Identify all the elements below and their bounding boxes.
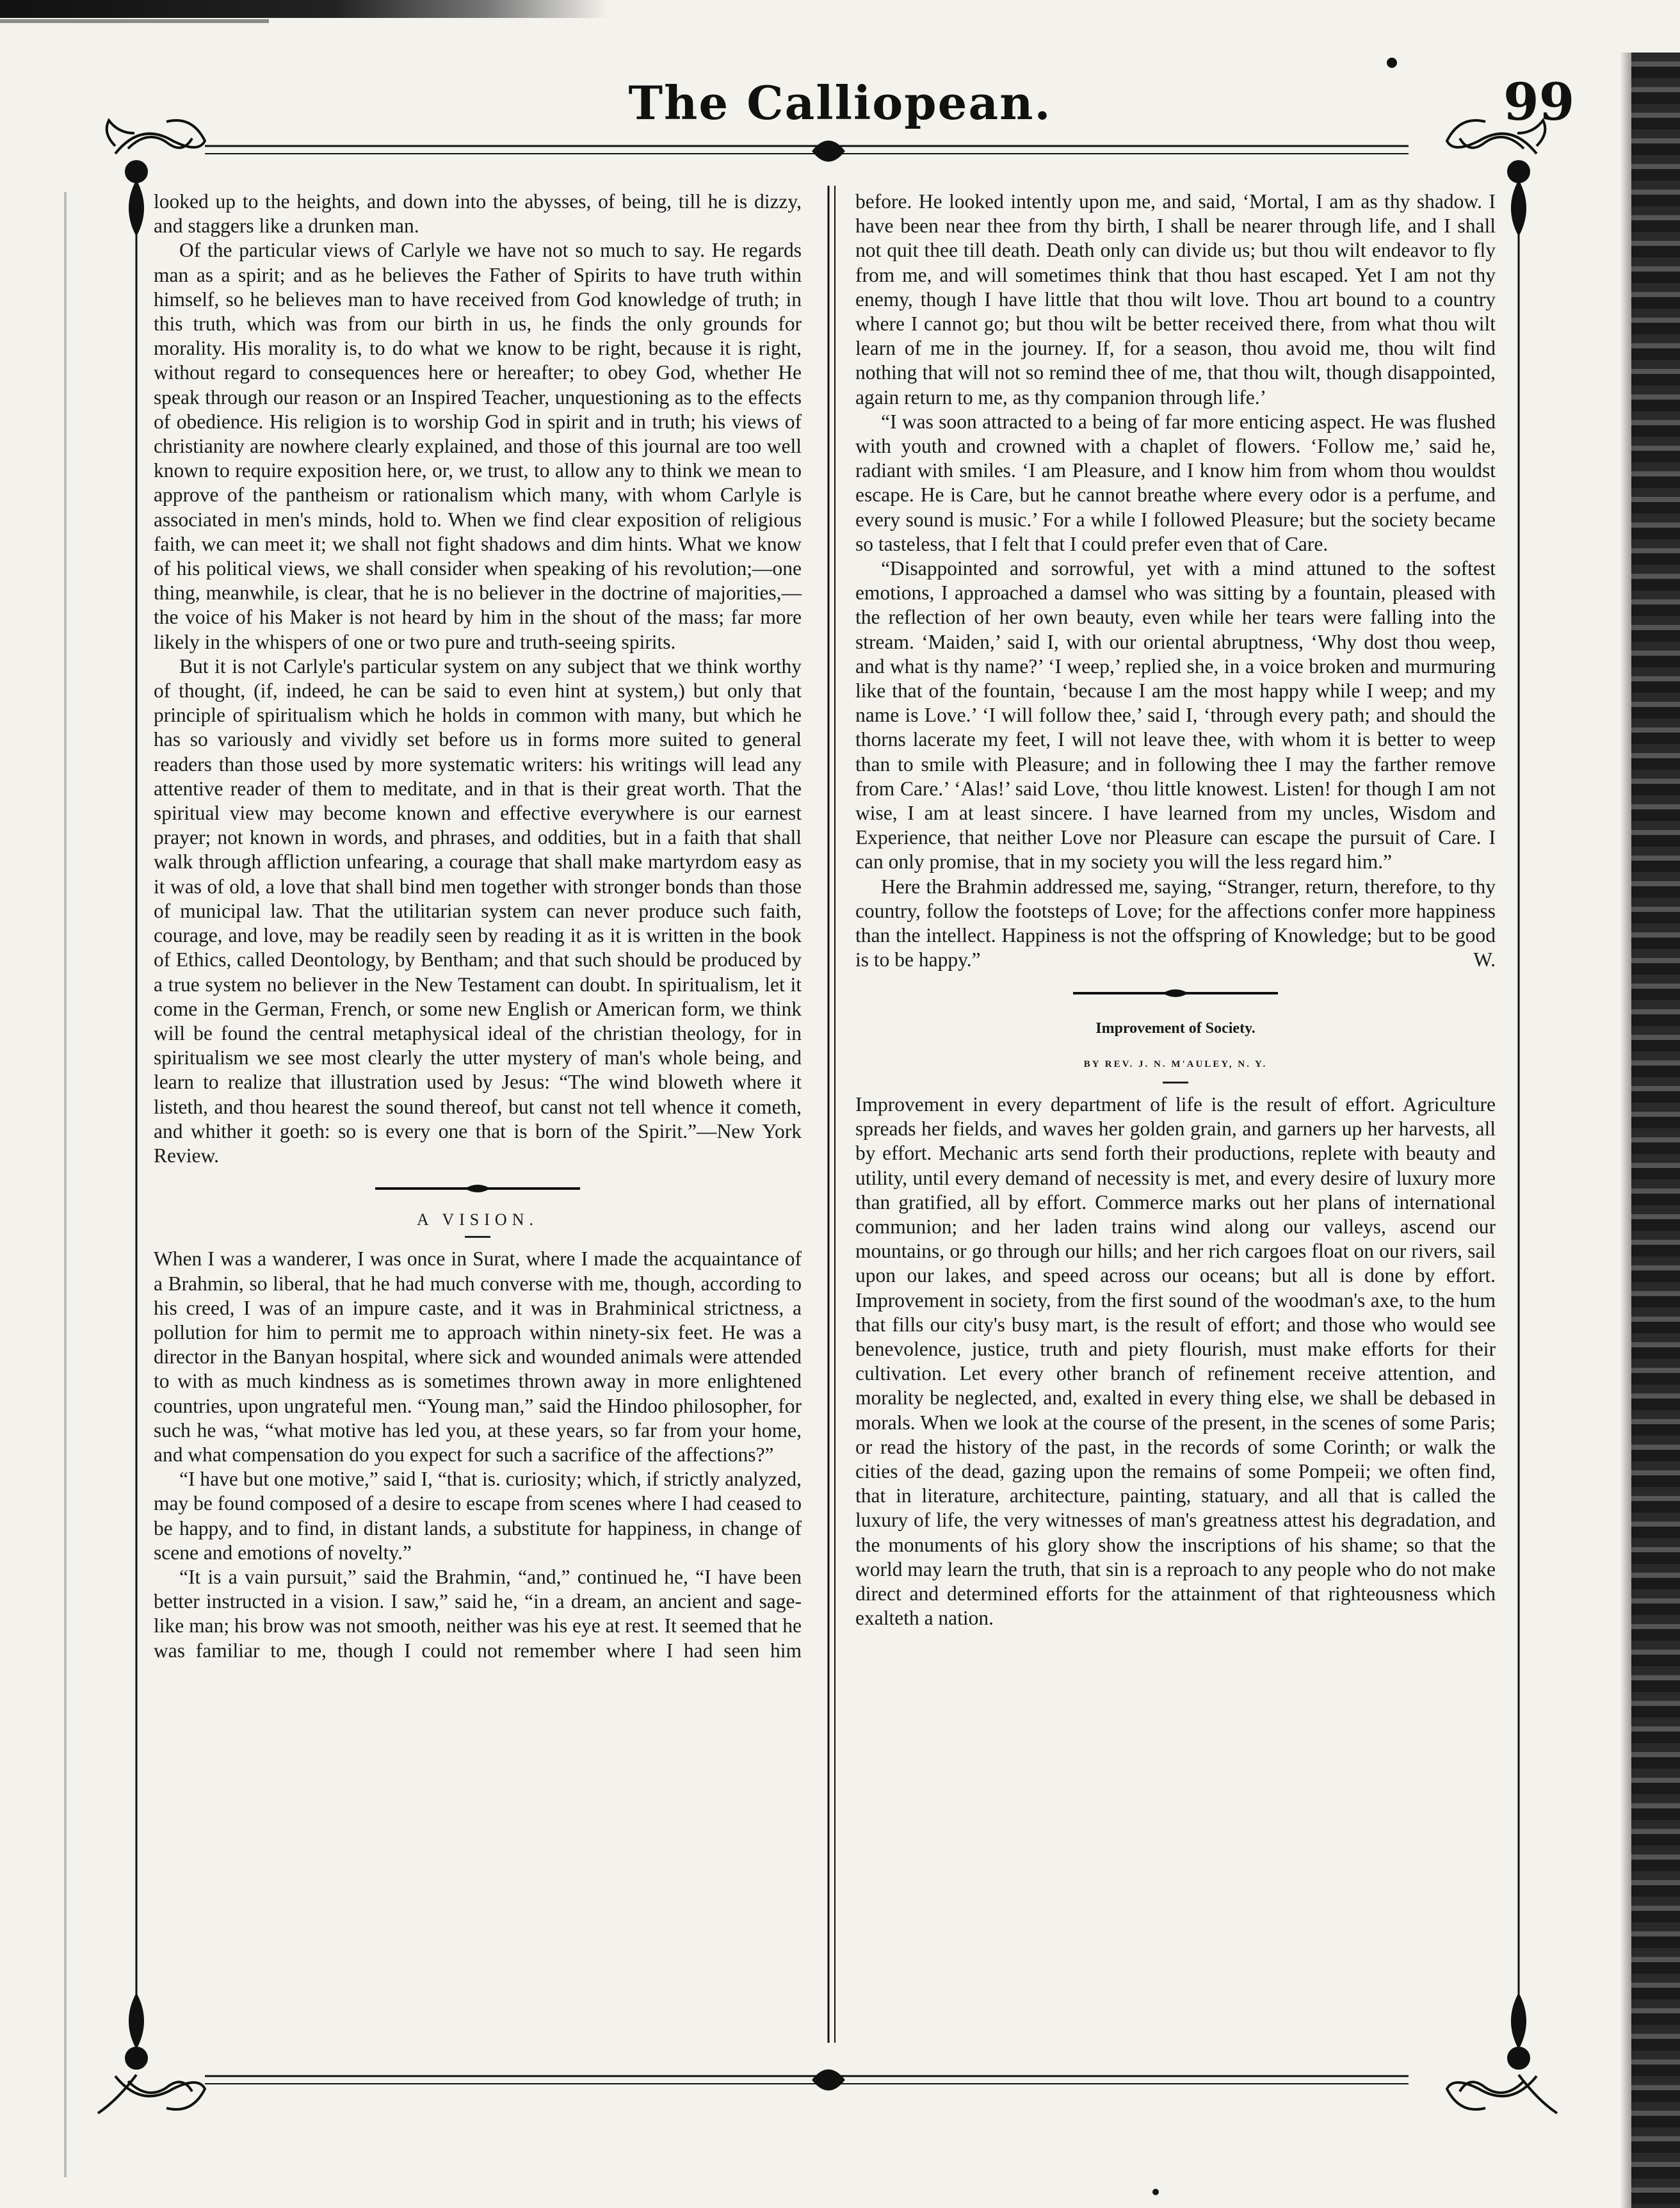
vision-paragraph: “Disappointed and sorrowful, yet with a mind attuned to the softest emotions, I approached a damsel who was sitting by a fountain, pleased with the reflection of her own beauty, even while her tears were falling into the stream. ‘Maiden,’ said I, with our oriental abruptness, ‘Why dost thou weep, and what is thy name?’ ‘I weep,’ replied she, in a voice broken and murmuring like that of the fountain, ‘because I am the most happy while I weep; and my name is Love.’ ‘I will follow thee,’ said I, ‘through every path; and should the thorns lacerate my feet, I will not leave thee, with whom it is better to weep than to smile with Pleasure; and in following thee I may the farther remove from Care.’ ‘Alas!’ said Love, ‘thou little knowest. Listen! for though I am not wise, I am at least sincere. I have learned from my uncles, Wisdom and Experience, that neither Love nor Pleasure can escape the pursuit of Care. I can only promise, that in my society you will the less regard him.” <box>855 557 1496 873</box>
improvement-paragraph: Improvement in every department of life is the result of effort. Agriculture spreads her fields, and waves her golden grain, and garners up her harvests, all by effort. Mechanic arts send forth their productions, replete with beauty and utility, until every demand of necessity is met, and every desire of luxury more than gratified, all by effort. Commerce marks out her plans of international communion; and her laden trains wind along our valleys, ascend our mountains, or go through our hills; and her rich cargoes float on our rivers, sail upon our lakes, and speed across our oceans; but all is done by effort. Improvement in society, from the first sound of the woodman's axe, to the hum that fills our city's busy mart, is the result of effort; and those who would see benevolence, justice, truth and piety flourish, must make efforts for their cultivation. Let every other branch of refinement receive attention, and morality be neglected, and, exalted in every thing else, we shall be debased in morals. When we look at the course of the present, in the scenes of some Paris; or read the history of the past, in the records of some Corinth; or walk the cities of the dead, gazing upon the remains of some Pompeii; we often find, that in literature, architecture, painting, statuary, and all that is called the luxury of life, the very witnesses of man's greatness attest his degradation, and the monuments of his glory show the inscriptions of his shame; so that the world may learn the truth, that sin is a reproach to any people who do not make direct and determined efforts for the attainment of that righteousness which exalteth a nation. <box>855 1092 1496 1630</box>
article-paragraph: looked up to the heights, and down into the abysses, of being, till he is dizzy, and staggers like a drunken man. <box>154 190 802 238</box>
right-column <box>855 190 1496 1630</box>
left-column <box>154 190 802 1663</box>
article-paragraph: Of the particular views of Carlyle we have not so much to say. He regards man as a spirit; and as he believes the Father of Spirits to have truth within himself, so he believes man to have received from God knowledge of truth; in this truth, which was from our birth in us, he finds the only grounds for morality. His morality is, to do what we know to be right, because it is right, without regard to consequences here or hereafter; to obey God, whether He speak through our reason or an Inspired Teacher, unquestioning as to the effects of obedience. His religion is to worship God in spirit and in truth; his views of christianity are nowhere clearly explained, and those of this journal are too well known to require exposition here, or, we trust, to allow any to think we mean to approve of the pantheism or rationalism which many, with whom Carlyle is associated in men's minds, hold to. When we find clear exposition of religious faith, we can meet it; we shall not fight shadows and dim hints. What we know of his political views, we shall consider when speaking of his revolution;—one thing, meanwhile, is clear, that he is no believer in the doctrine of majorities,—the voice of his Maker is not heard by him in the shout of the mass; far more likely in the whispers of one or two pure and truth-seeing spirits. <box>154 239 802 653</box>
vision-paragraph <box>855 875 1496 973</box>
section-heading-vision: A VISION. <box>417 1210 538 1230</box>
byline-underline <box>1163 1082 1188 1084</box>
section-divider-ornament <box>1073 986 1278 1001</box>
article-byline: BY REV. J. N. M'AULEY, N. Y. <box>1083 1059 1268 1069</box>
center-ornament-top <box>813 142 844 161</box>
vision-closing-text: Here the Brahmin addressed me, saying, “Stranger, return, therefore, to thy country, follow the footsteps of Love; for the affections confer more happiness than the intellect. Happiness is not the offspring of Knowledge; but to be good is to be happy.” <box>855 875 1496 971</box>
vision-signature: W. <box>1473 948 1496 971</box>
corner-ornament-bottom-left <box>98 1995 205 2113</box>
page-title: The Calliopean. <box>628 76 1052 130</box>
vision-paragraph: When I was a wanderer, I was once in Surat, where I made the acquaintance of a Brahmin, so liberal, that he had much converse with me, though, according to his creed, I was of an impure caste, and it was in Brahminical strictness, a pollution for him to permit me to approach within ninety-six feet. He was a director in the Banyan hospital, where sick and wounded animals were attended to with as much kindness as is sometimes thrown away in more enlightened countries, upon ungrateful men. “Young man,” said the Hindoo philosopher, for such he was, “what motive has led you, at these years, so far from your home, and what compensation do you expect for such a sacrifice of the affections?” <box>154 1247 802 1466</box>
article-paragraph: But it is not Carlyle's particular system on any subject that we think worthy of thought, (if, indeed, he can be said to even hint at system,) but only that principle of spiritualism which he holds in common with many, but which he has so variously and vividly set before us in forms more suited to general readers than those used by more systematic writers: his writings will lead any attentive reader of them to meditate, and in that is their great worth. That the spiritual view may become known and effective everywhere is our earnest prayer; not known in words, and phrases, and oddities, but in a faith that shall walk through affliction unfearing, a courage that shall make martyrdom easy as it was of old, a love that shall bind men together with stronger bonds than those of municipal law. That the utilitarian system can never produce such faith, courage, and love, may be readily seen by reading it as it is written in the book of Ethics, called Deontology, by Bentham; and that such should be produced by a true system no believer in the New Testament can doubt. In spiritualism, let it come in the German, French, or some new English or American form, we think will be found the central metaphysical ideal of the christian theology, for in spiritualism we see most clearly the utter mystery of man's whole being, and learn to realize that illustration used by Jesus: “The wind bloweth where it listeth, and thou hearest the sound thereof, but canst not tell whence it cometh, and whither it goeth: so is every one that is born of the Spirit.”—New York Review. <box>154 654 802 1167</box>
vision-paragraph: “It is a vain pursuit,” said the Brahmin, “and,” continued he, “I have been better instructed in a vision. I saw,” said he, “in a dream, an ancient and sage-like man; his brow was not smooth, neither was his eye at rest. It seemed that he was familiar to me, though I could not remember where I had seen him <box>154 1565 802 1662</box>
center-ornament-bottom <box>813 2070 844 2090</box>
section-divider-ornament <box>375 1181 580 1196</box>
vision-paragraph: “I have but one motive,” said I, “that is. curiosity; which, if strictly analyzed, may be found composed of a desire to escape from scenes where I had ceased to be happy, and to find, in distant lands, a substitute for happiness, in change of scene and emotions of novelty.” <box>154 1468 802 1564</box>
section-heading-improvement: Improvement of Society. <box>1095 1019 1256 1037</box>
heading-underline <box>465 1236 490 1238</box>
page-number: 99 <box>1503 72 1575 132</box>
vision-paragraph: “I was soon attracted to a being of far more enticing aspect. He was flushed with youth and crowned with a chaplet of flowers. ‘Follow me,’ said he, radiant with smiles. ‘I am Pleasure, and I know him from whom thou wouldst escape. He is Care, but he cannot breathe where every odor is a perfume, and every sound is music.’ For a while I followed Pleasure; but the society became so tasteless, that I felt that I could prefer even that of Care. <box>855 410 1496 555</box>
corner-ornament-bottom-right <box>1447 1995 1557 2113</box>
vision-paragraph: before. He looked intently upon me, and said, ‘Mortal, I am as thy shadow. I have been near thee from thy birth, I shall be nearer through life, and I shall not quit thee till death. Death only can divide us; but thou wilt endeavor to fly from me, and will sometimes think that thou hast escaped. Yet I am not thy enemy, though I have little that thou wilt love. Thou art bound to a country where I cannot go; but thou wilt be better received there, from what thou wilt learn of me in the journey. If, for a season, thou avoid me, thou wilt find nothing that will not so remind thee of me, that thou wilt, though disappointed, again return to me, as thy companion through life.’ <box>855 190 1496 409</box>
